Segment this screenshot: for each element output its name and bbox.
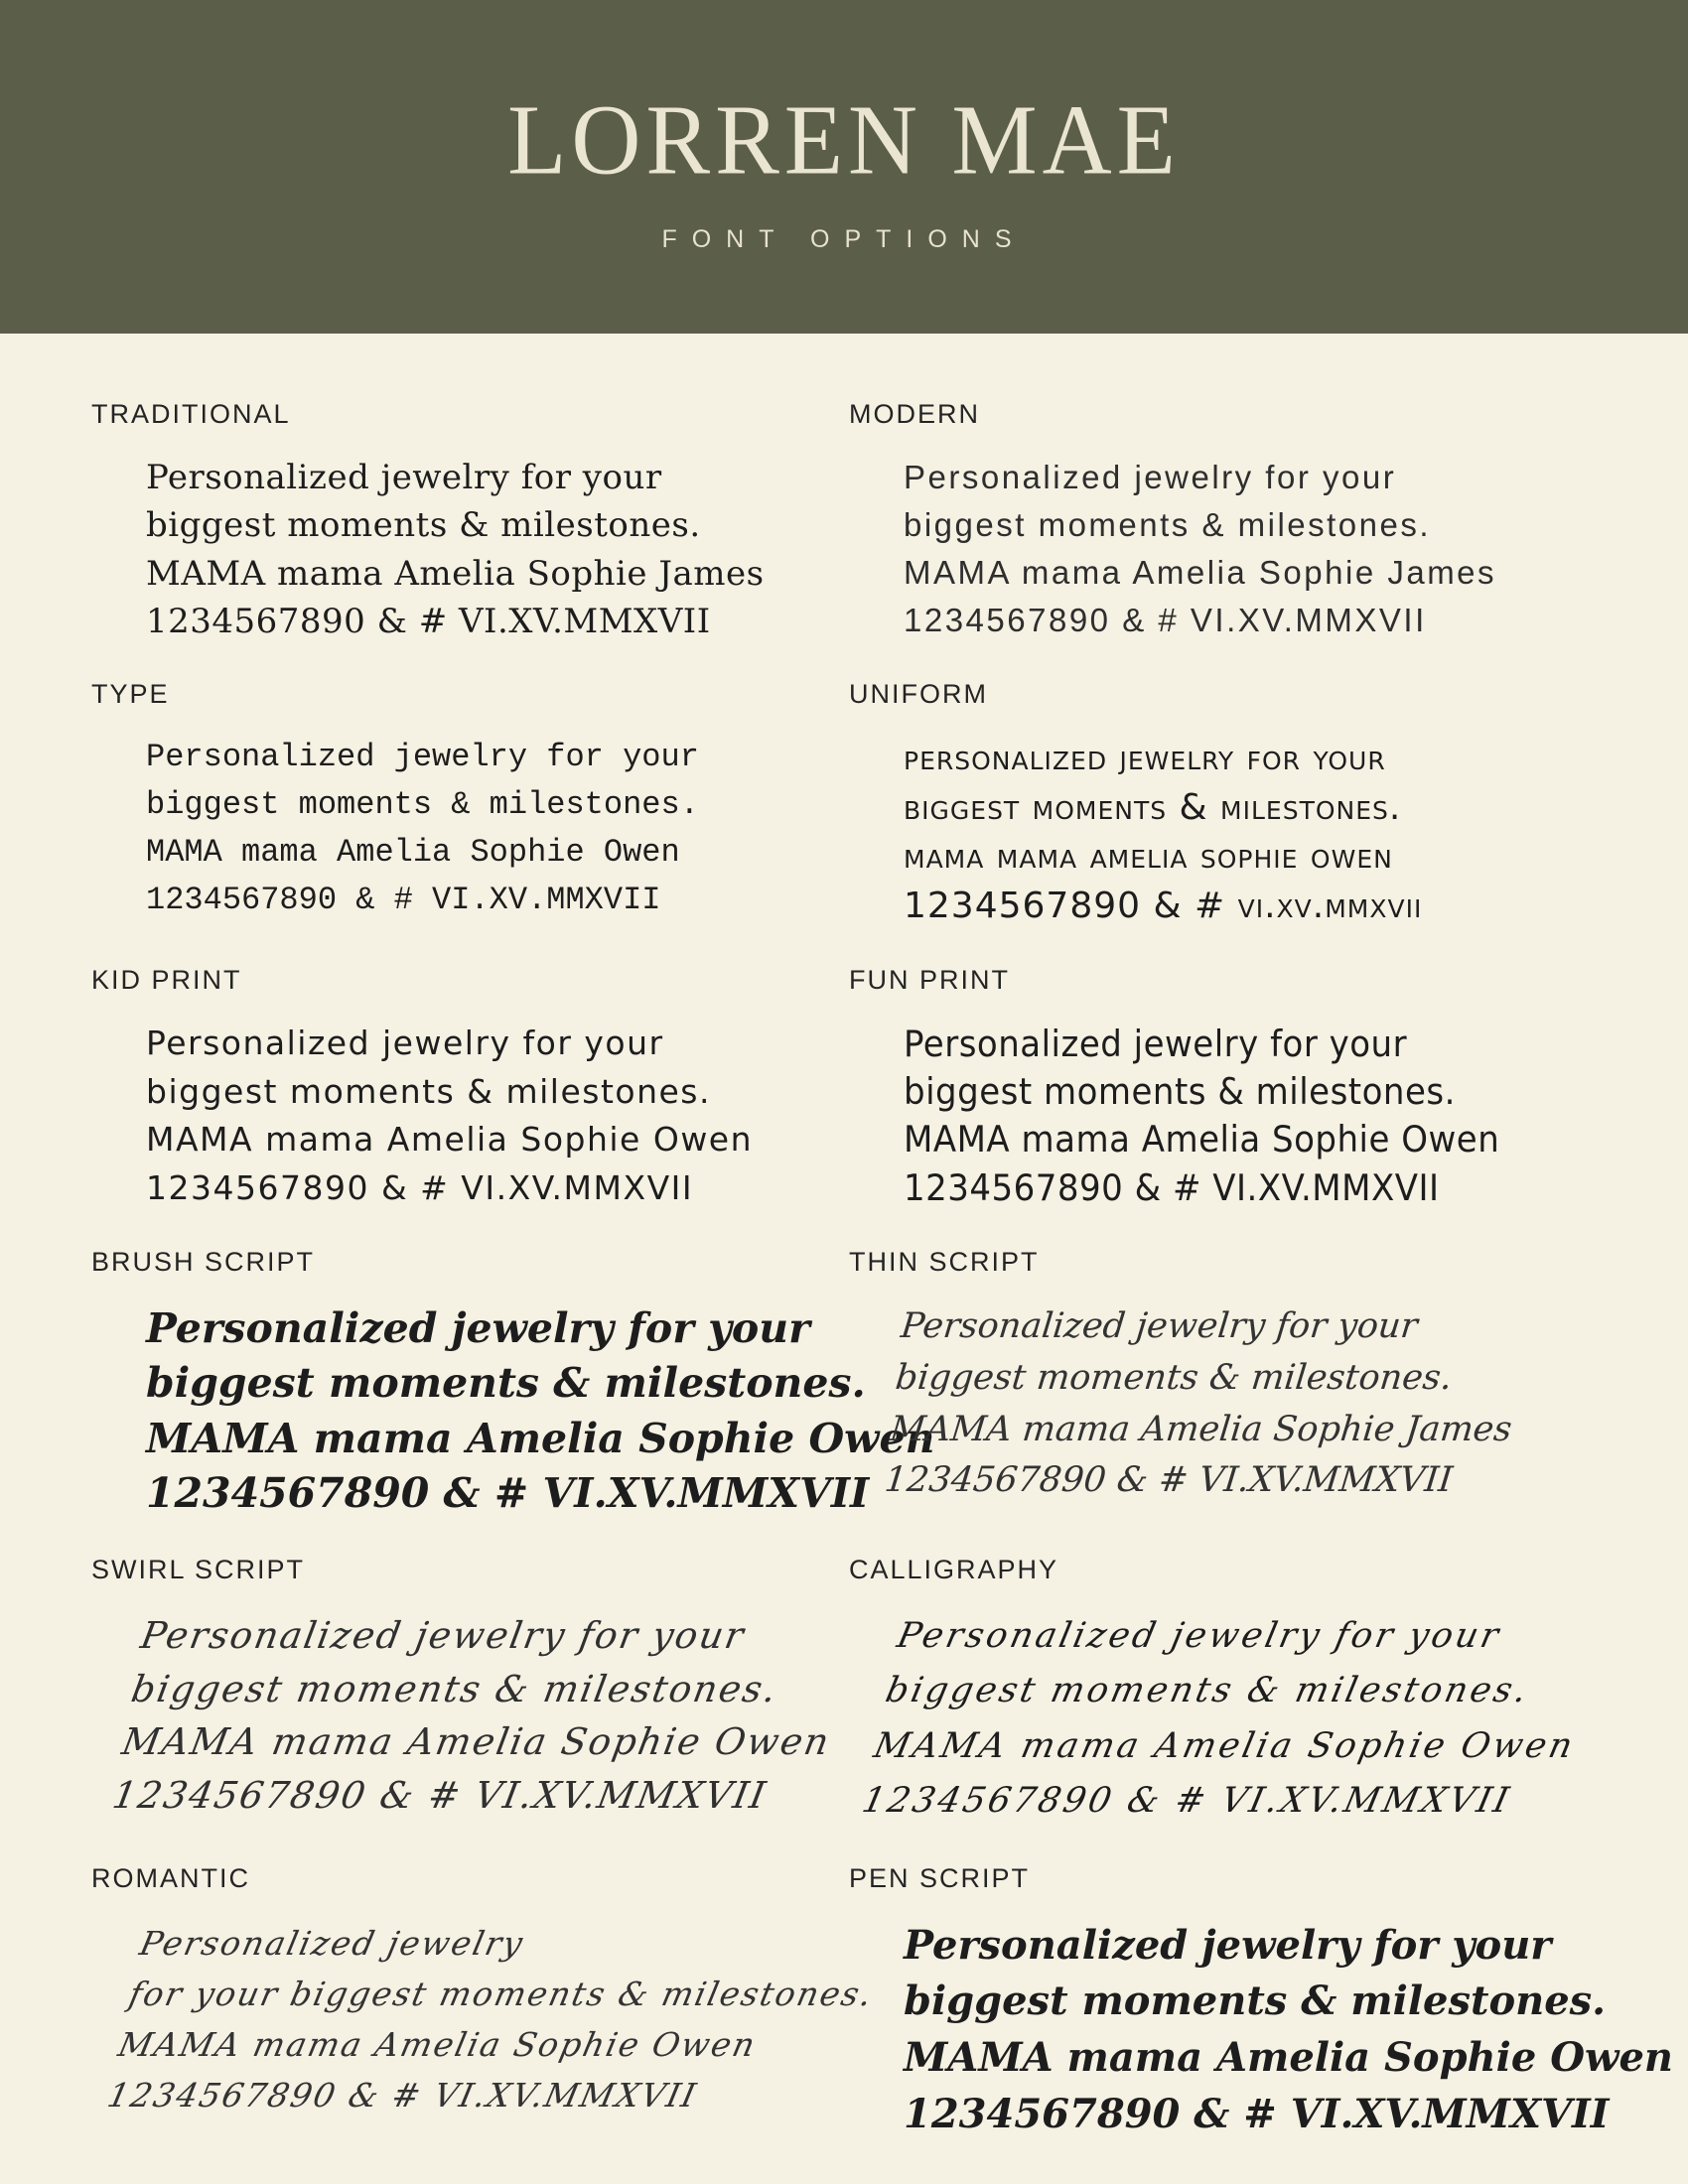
sample-line: Personalized jewelry for your xyxy=(894,1616,1505,1657)
sample-line: biggest moments & milestones. xyxy=(128,1668,781,1711)
sample-line: Personalized jewelry for your xyxy=(137,1614,749,1658)
sample-line: MAMA mama Amelia Sophie Owen xyxy=(870,1726,1580,1767)
font-sample-label: TRADITIONAL xyxy=(91,399,291,429)
sample-line: Personalized jewelry for your xyxy=(146,1023,664,1062)
sample-line: MAMA mama Amelia Sophie Owen xyxy=(146,1414,935,1462)
sample-line: biggest moments & milestones. xyxy=(146,1359,866,1408)
font-sample-label: ROMANTIC xyxy=(91,1862,250,1893)
font-sample-label: PEN SCRIPT xyxy=(849,1862,1031,1893)
font-sample-label: KID PRINT xyxy=(91,964,242,995)
font-sample-label: BRUSH SCRIPT xyxy=(91,1247,316,1278)
sample-text-block xyxy=(849,1918,1673,2143)
sample-line: 1234567890 & # VI.XV.MMXVII xyxy=(904,1166,1440,1210)
sample-line: 1234567890 & # VI.XV.MMXVII xyxy=(858,1781,1515,1822)
font-sample-kid-print xyxy=(91,965,801,1213)
sample-text-block xyxy=(91,1301,935,1521)
sample-line: biggest moments & milestones. xyxy=(904,505,1432,543)
sample-line: mama mama amelia sophie owen xyxy=(904,836,1393,878)
sample-line: MAMA mama Amelia Sophie James xyxy=(888,1409,1514,1449)
sample-line: Personalized jewelry xyxy=(136,1923,528,1963)
sample-line: MAMA mama Amelia Sophie Owen xyxy=(146,834,680,872)
sample-line: 1234567890 & # VI.XV.MMXVII xyxy=(146,882,661,919)
sample-line: 1234567890 & # VI.XV.MMXVII xyxy=(882,1460,1455,1501)
sample-text-block xyxy=(802,1609,1673,1829)
sample-line: biggest moments & milestones. xyxy=(904,786,1402,828)
sample-text-block xyxy=(849,734,1673,931)
sample-line: 1234567890 & # VI.XV.MMXVII xyxy=(103,2076,701,2116)
sample-line: 1234567890 & # VI.XV.MMXVII xyxy=(146,1168,694,1208)
sample-line: Personalized jewelry for your xyxy=(904,1023,1408,1066)
sample-text-block xyxy=(849,454,1673,643)
font-samples-grid xyxy=(0,334,1688,2177)
sample-line: biggest moments & milestones. xyxy=(904,1978,1607,2025)
sample-line: MAMA mama Amelia Sophie Owen xyxy=(904,2034,1673,2082)
font-sample-fun-print xyxy=(849,965,1673,1211)
sample-text-block xyxy=(54,1609,834,1823)
sample-line: personalized jewelry for your xyxy=(904,738,1386,779)
brand-title: LORREN MAE xyxy=(507,83,1181,196)
sample-line: 1234567890 & # VI.XV.MMXVII xyxy=(904,601,1427,638)
sample-line: Personalized jewelry for your xyxy=(899,1306,1420,1347)
font-sample-uniform xyxy=(849,679,1673,931)
sample-line: 1234567890 & # VI.XV.MMXVII xyxy=(146,1469,870,1518)
font-sample-traditional xyxy=(91,399,801,645)
font-sample-label: UNIFORM xyxy=(849,679,988,710)
font-sample-label: TYPE xyxy=(91,679,170,710)
sample-line: biggest moments & milestones. xyxy=(146,505,701,546)
sample-text-block xyxy=(49,1918,878,2121)
font-sample-label: SWIRL SCRIPT xyxy=(91,1555,306,1585)
font-sample-modern xyxy=(849,399,1673,643)
sample-text-block xyxy=(827,1301,1673,1507)
sample-line: MAMA mama Amelia Sophie Owen xyxy=(146,1120,754,1160)
sample-line: 1234567890 & # vi.xv.mmxvii xyxy=(904,886,1423,927)
sample-text-block xyxy=(91,1020,801,1213)
sample-line: for your biggest moments & milestones. xyxy=(125,1974,878,2013)
sample-line: 1234567890 & # VI.XV.MMXVII xyxy=(904,2091,1610,2138)
sample-text-block xyxy=(91,454,801,645)
font-sample-label: MODERN xyxy=(849,399,980,429)
font-sample-calligraphy xyxy=(849,1555,1673,1829)
sample-line: biggest moments & milestones. xyxy=(146,786,699,824)
font-sample-type xyxy=(91,679,801,924)
sample-line: 1234567890 & # VI.XV.MMXVII xyxy=(146,601,711,641)
sample-line: biggest moments & milestones. xyxy=(904,1071,1456,1114)
sample-line: biggest moments & milestones. xyxy=(146,1071,711,1111)
font-sample-swirl-script xyxy=(91,1555,834,1823)
sample-line: Personalized jewelry for your xyxy=(904,459,1397,495)
sample-line: MAMA mama Amelia Sophie Owen xyxy=(118,1720,834,1764)
header xyxy=(0,0,1688,334)
sample-line: MAMA mama Amelia Sophie Owen xyxy=(904,1119,1500,1161)
sample-line: biggest moments & milestones. xyxy=(893,1357,1455,1398)
font-sample-label: CALLIGRAPHY xyxy=(849,1555,1059,1585)
sample-line: biggest moments & milestones. xyxy=(882,1671,1533,1711)
sample-line: Personalized jewelry for your xyxy=(146,1304,810,1353)
sample-line: Personalized jewelry for your xyxy=(904,1921,1552,1969)
sample-line: MAMA mama Amelia Sophie James xyxy=(146,553,765,594)
sample-text-block xyxy=(849,1020,1673,1211)
font-sample-brush-script xyxy=(91,1247,935,1521)
sample-line: 1234567890 & # VI.XV.MMXVII xyxy=(109,1774,771,1818)
font-sample-thin-script xyxy=(849,1247,1673,1507)
font-sample-pen-script xyxy=(849,1863,1673,2143)
sample-line: Personalized jewelry for your xyxy=(146,739,699,776)
font-sample-romantic xyxy=(91,1862,878,2121)
font-sample-label: THIN SCRIPT xyxy=(849,1247,1040,1278)
sample-text-block xyxy=(91,734,801,924)
font-sample-label: FUN PRINT xyxy=(849,964,1010,995)
sample-line: MAMA mama Amelia Sophie Owen xyxy=(114,2024,761,2064)
sample-line: MAMA mama Amelia Sophie James xyxy=(904,553,1497,591)
header-subtitle: FONT OPTIONS xyxy=(661,225,1027,253)
sample-line: Personalized jewelry for your xyxy=(146,458,662,497)
